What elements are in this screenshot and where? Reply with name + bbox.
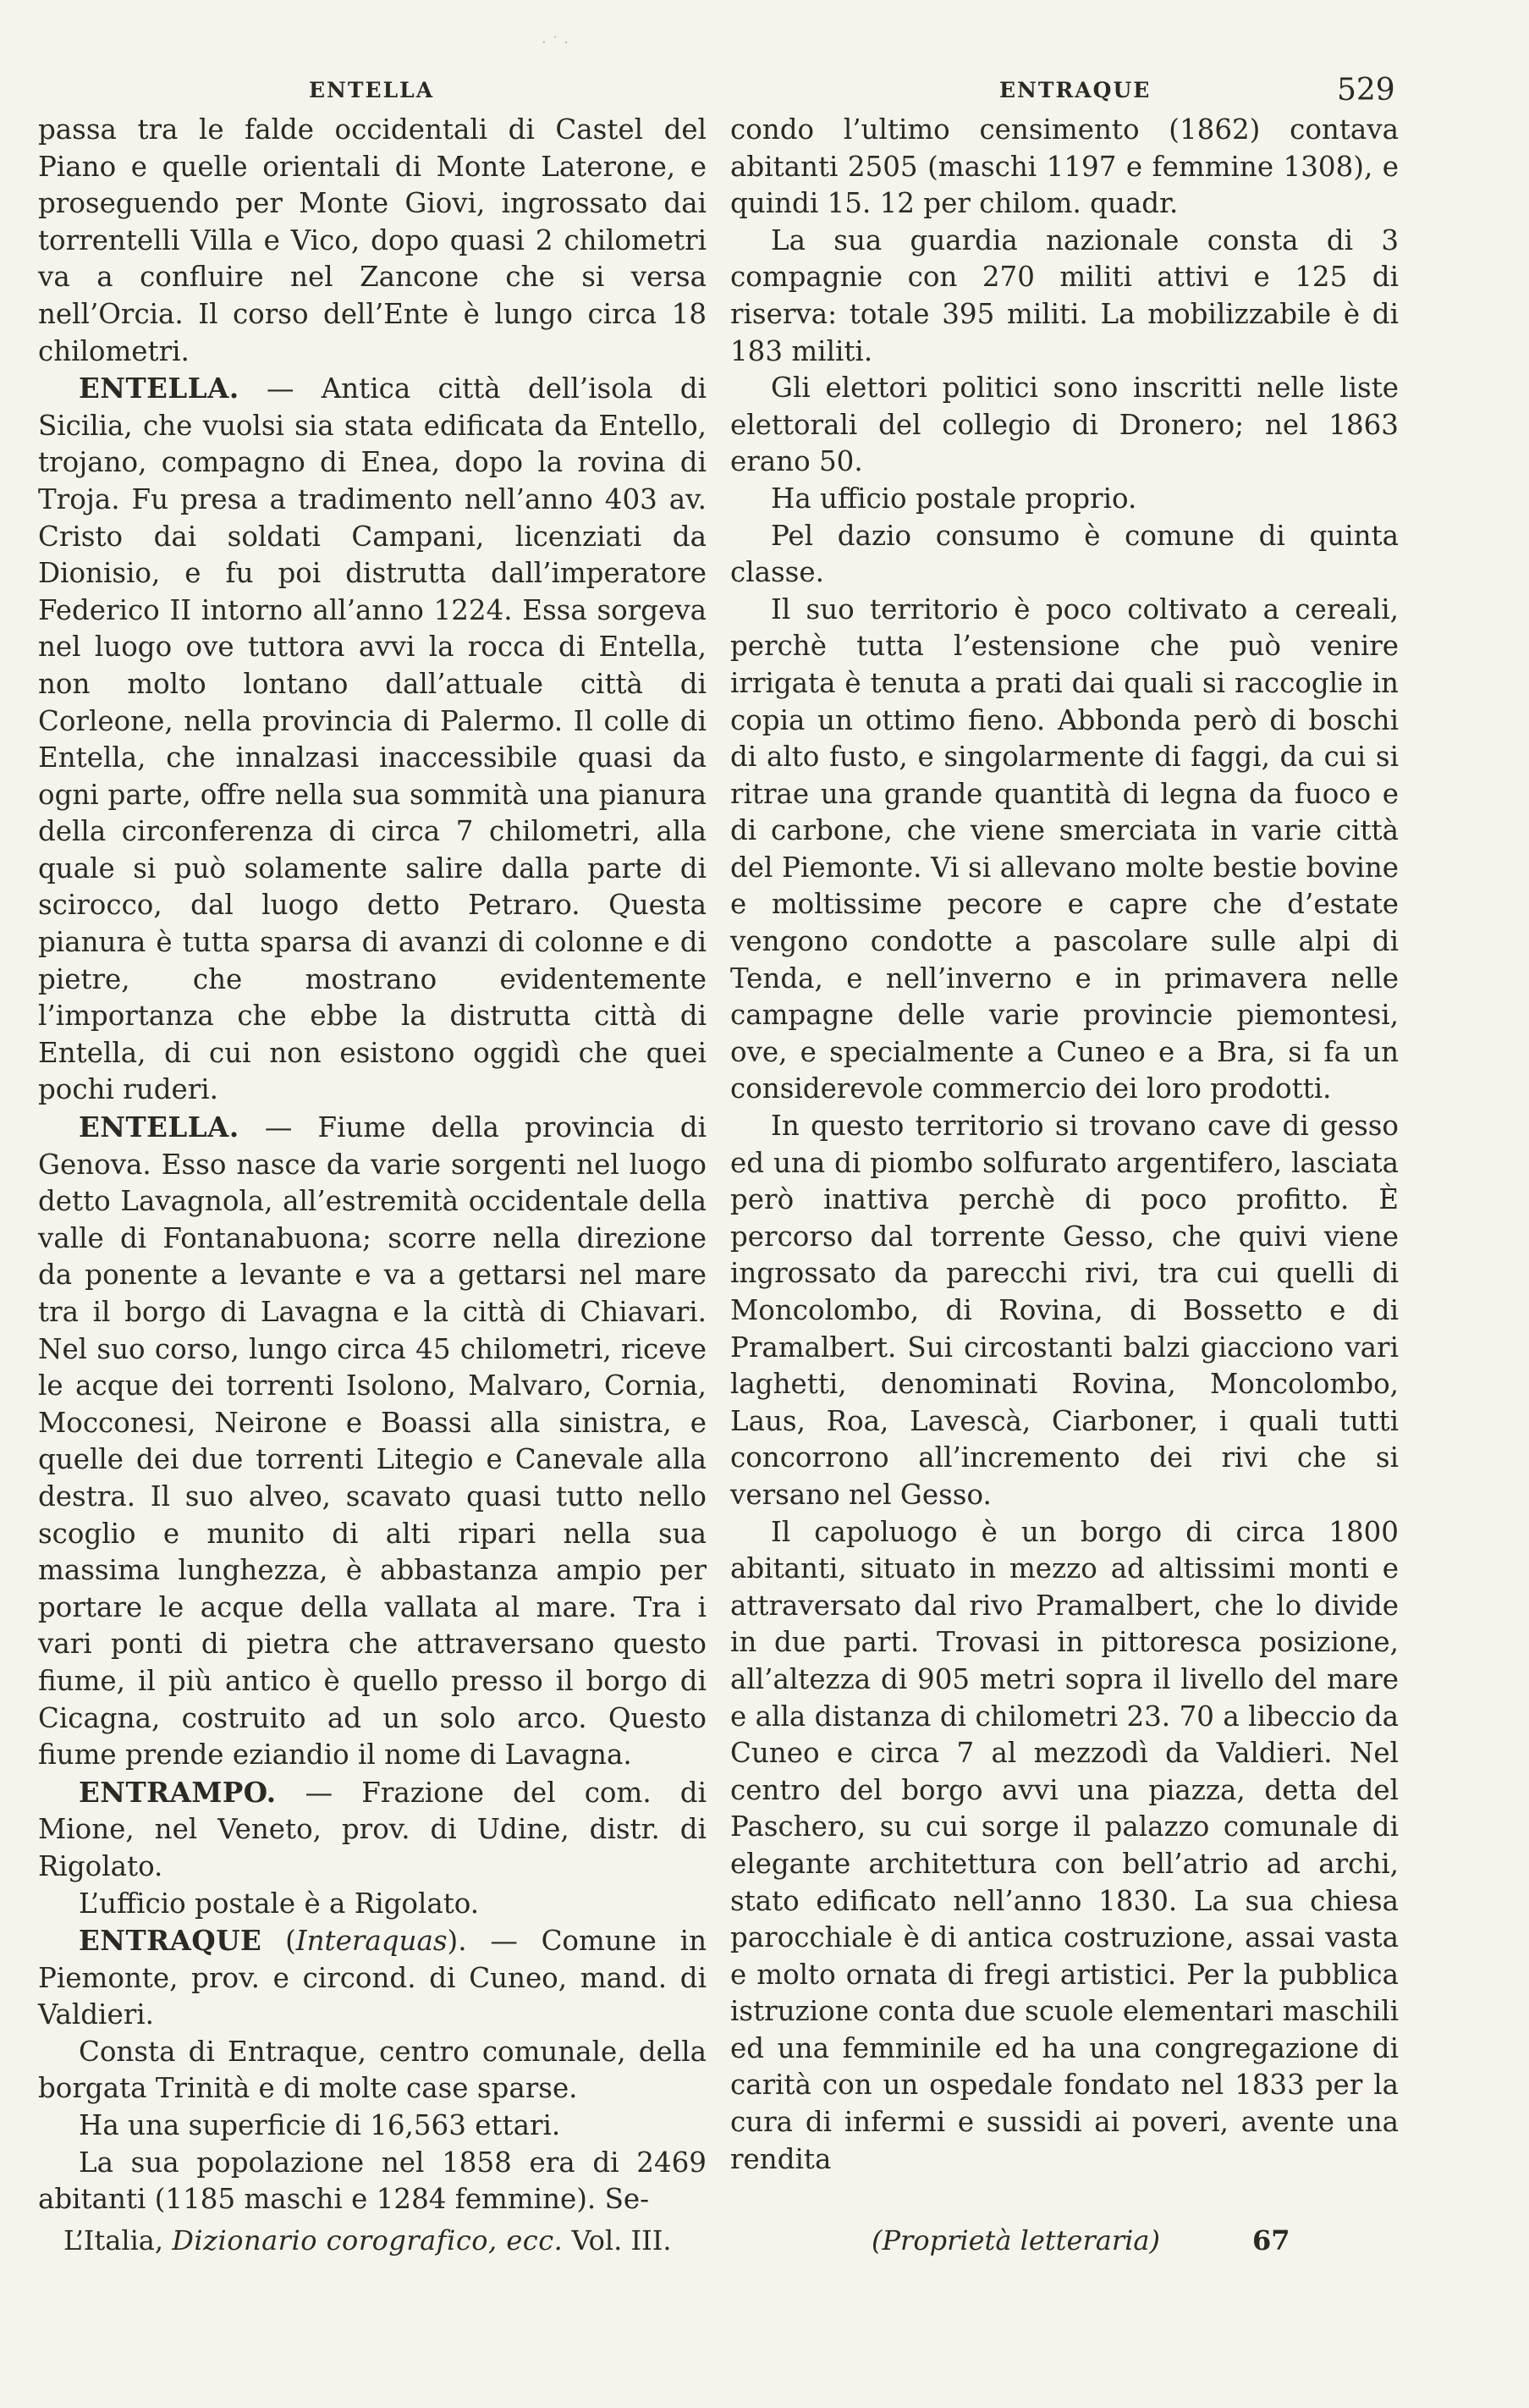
footer-title: Dizionario corografico, ecc. xyxy=(172,2224,564,2256)
header-right-catchword: ENTRAQUE xyxy=(999,78,1152,102)
entry-text: — Frazione del com. di Mione, nel Veneto, prov. di Udine, distr. di Rigolato. xyxy=(38,1776,707,1882)
entry-entella-river xyxy=(38,1109,707,1774)
entry-paragraph: Gli elettori politici sono inscritti nelle liste elettorali del collegio di Dronero; nel 1863 erano 50. xyxy=(730,372,1399,478)
footer-prefix: L’Italia, xyxy=(63,2224,173,2256)
signature-mark: 67 xyxy=(1252,2224,1290,2256)
footer-copyright: (Proprietà letteraria) xyxy=(872,2224,1160,2256)
lemma-entrampo: ENTRAMPO. xyxy=(79,1775,277,1809)
entry-text: — Antica città dell’isola di Sicilia, che vuolsi sia stata edificata da Entello, trojano, compagno di Enea, dopo la rovina di Troja. Fu presa a tradimento nell’anno 403 av. Cristo dai soldati Campani, licenziati da Dionisio, e fu poi distrutta dall’imperatore Federico II intorno all’anno 1224. Essa sorgeva nel luogo ove tuttora avvi la rocca di Entella, non molto lontano dall’attuale città di Corleone, nella provincia di Palermo. Il colle di Entella, che innalzasi inaccessibile quasi da ogni parte, offre nella sua sommità una pianura della circonferenza di circa 7 chilometri, alla quale si può solamente salire dalla parte di scirocco, dal luogo detto Petraro. Questa pianura è tutta sparsa di avanzi di colonne e di pietre, che mostrano evidentemente l’importanza che ebbe la distrutta città di Entella, di cui non esistono oggidì che quei pochi ruderi. xyxy=(38,372,707,1106)
footer-volume: Vol. III. xyxy=(563,2224,672,2256)
entry-paragraph: La sua popolazione nel 1858 era di 2469 abitanti (1185 maschi e 1284 femmine). Se- xyxy=(38,2146,707,2216)
latin-name: Interaquas xyxy=(295,1925,448,1958)
entry-text: — Fiume della provincia di Genova. Esso nasce da varie sorgenti nel luogo detto Lavagnola, all’estremità occidentale della valle di Fontanabuona; scorre nella direzione da ponente a levante e va a gettarsi nel mare tra il borgo di Lavagna e la città di Chiavari. Nel suo corso, lungo circa 45 chilometri, riceve le acque dei torrenti Isolono, Malvaro, Cornia, Mocconesi, Neirone e Boassi alla sinistra, e quelle dei due torrenti Litegio e Canevale alla destra. Il suo alveo, scavato quasi tutto nello scoglio e munito di alti ripari nella sua massima lunghezza, è abbastanza ampio per portare le acque della vallata al mare. Tra i vari ponti di pietra che attraversano questo fiume, il più antico è quello presso il borgo di Cicagna, costruito ad un solo arco. Questo fiume prende eziandio il nome di Lavagna. xyxy=(38,1111,707,1772)
footer-imprint xyxy=(63,2224,672,2256)
entry-continuation: condo l’ultimo censimento (1862) contava abitanti 2505 (maschi 1197 e femmine 1308), e quindi 15. 12 per chilom. quadr. xyxy=(730,113,1399,220)
entry-paragraph: Ha ufficio postale proprio. xyxy=(771,482,1137,515)
entry-paragraph: Il capoluogo è un borgo di circa 1800 abitanti, situato in mezzo ad altissimi monti e attraversato dal rivo Pramalbert, che lo divide in due parti. Trovasi in pittoresca posizione, all’altezza di 905 metri sopra il livello del mare e alla distanza di chilometri 23. 70 a libeccio da Cuneo e circa 7 al mezzodì da Valdieri. Nel centro del borgo avvi una piazza, detta del Paschero, su cui sorge il palazzo comunale di elegante architettura con bell’atrio ad archi, stato edificato nell’anno 1830. La sua chiesa parocchiale è di antica costruzione, assai vasta e molto ornata di fregi artistici. Per la pubblica istruzione conta due scuole elementari maschili ed una femminile ed ha una congregazione di carità con un ospedale fondato nel 1833 per la cura di infermi e sussidi ai poveri, avente una rendita xyxy=(730,1515,1399,2175)
entry-paragraph: La sua guardia nazionale consta di 3 compagnie con 270 militi attivi e 125 di riserva: totale 395 militi. La mobilizzabile è di 183 militi. xyxy=(730,223,1399,367)
paper-speck: · ˙ · xyxy=(542,34,569,52)
lemma-entella: ENTELLA. xyxy=(79,372,239,405)
entry-paragraph: Pel dazio consumo è comune di quinta classe. xyxy=(730,519,1399,589)
running-header xyxy=(0,73,1529,112)
right-column xyxy=(730,112,1399,2178)
entry-entraque: ENTRAQUE (Interaquas). — Comune in Piemonte, prov. e circond. di Cuneo, mand. di Valdieri. xyxy=(38,1924,707,2031)
lemma-entraque: ENTRAQUE xyxy=(79,1924,262,1958)
entry-continuation: passa tra le falde occidentali di Castel del Piano e quelle orientali di Monte Laterone, e proseguendo per Monte Giovi, ingrossato dai torrentelli Villa e Vico, dopo quasi 2 chilometri va a confluire nel Zancone che si versa nell’Orcia. Il corso dell’Ente è lungo circa 18 chilometri. xyxy=(38,113,707,367)
entry-paragraph: Il suo territorio è poco coltivato a cereali, perchè tutta l’estensione che può venire irrigata è tenuta a prati dai quali si raccoglie in copia un ottimo fieno. Abbonda però di boschi di alto fusto, e singolarmente di faggi, da cui si ritrae una grande quantità di legna da fuoco e di carbone, che viene smerciata in varie città del Piemonte. Vi si allevano molte bestie bovine e moltissime pecore e capre che d’estate vengono condotte a pascolare sulle alpi di Tenda, e nell’inverno e in primavera nelle campagne delle varie provincie piemontesi, ove, e specialmente a Cuneo e a Bra, si fa un considerevole commercio dei loro prodotti. xyxy=(730,592,1399,1105)
page-number: 529 xyxy=(1337,73,1395,107)
entry-text: — Comune in Piemonte, prov. e circond. di Cuneo, mand. di Valdieri. xyxy=(38,1925,707,2031)
entry-paragraph: Consta di Entraque, centro comunale, della borgata Trinità e di molte case sparse. xyxy=(38,2035,707,2105)
left-column xyxy=(38,112,707,2218)
header-left-catchword: ENTELLA xyxy=(309,78,435,102)
entry-paragraph: In questo territorio si trovano cave di gesso ed una di piombo solfurato argentifero, lasciata però inattiva perchè di poco profitto. È percorso dal torrente Gesso, che quivi viene ingrossato da parecchi rivi, tra cui quelli di Moncolombo, di Rovina, di Bossetto e di Pramalbert. Sui circostanti balzi giacciono vari laghetti, denominati Rovina, Moncolombo, Laus, Roa, Lavescà, Ciarboner, i quali tutti concorrono all’incremento dei rivi che si versano nel Gesso. xyxy=(730,1110,1399,1511)
entry-entrampo xyxy=(38,1774,707,1886)
entry-paragraph: L’ufficio postale è a Rigolato. xyxy=(79,1887,480,1920)
entry-paragraph: Ha una superficie di 16,563 ettari. xyxy=(79,2109,561,2142)
entry-entella-city xyxy=(38,370,707,1109)
lemma-entella: ENTELLA. xyxy=(79,1110,239,1144)
